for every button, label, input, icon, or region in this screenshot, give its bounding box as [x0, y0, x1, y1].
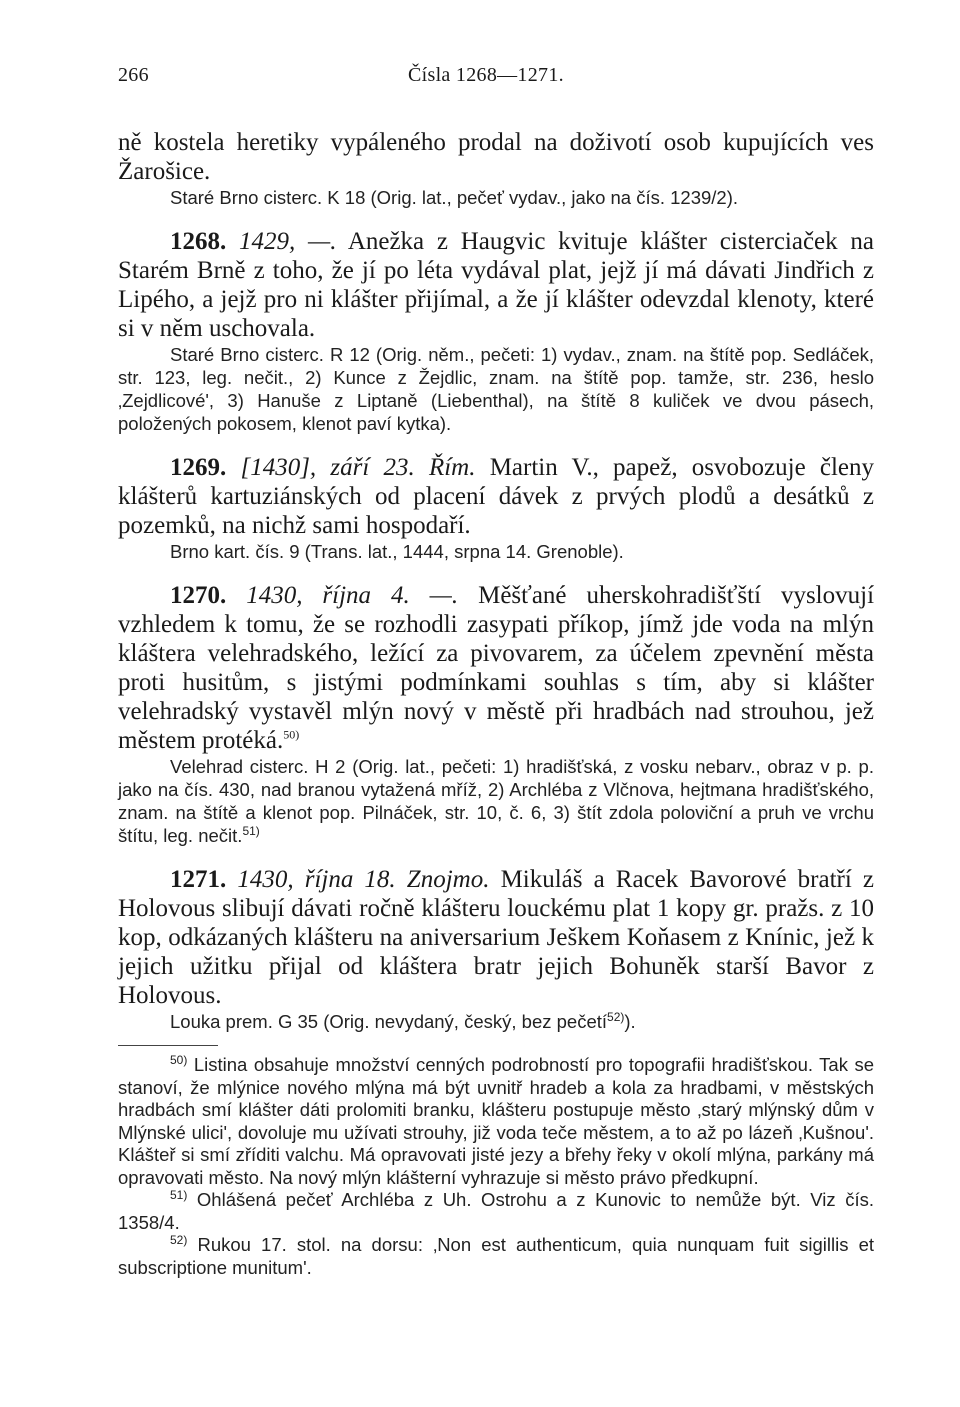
entry-1270 — [118, 581, 874, 847]
page-header — [118, 64, 874, 98]
entry-date: 1430, října 4. —. — [246, 582, 459, 609]
entry-source-text: Louka prem. G 35 (Orig. nevydaný, český, bez pečetí — [170, 1011, 608, 1032]
entry-source — [118, 755, 874, 847]
entry-number: 1268. — [170, 228, 227, 255]
entry-source: Brno kart. čís. 9 (Trans. lat., 1444, srpna 14. Grenoble). — [170, 541, 624, 562]
footnote-mark: 51) — [170, 1187, 188, 1202]
footnote-ref: 50) — [283, 727, 300, 742]
entry-number: 1269. — [170, 454, 227, 481]
footnotes — [118, 1054, 874, 1279]
footnote-ref: 51) — [242, 823, 260, 838]
main-text — [118, 128, 874, 1279]
entry-date: 1429, —. — [238, 228, 337, 255]
entry-1268 — [118, 227, 874, 435]
footnote-mark: 52) — [170, 1232, 188, 1247]
footnote-text: Ohlášená pečeť Archléba z Uh. Ostrohu a z Kunovic to nemůže být. Viz čís. 1358/4. — [118, 1189, 874, 1233]
running-head: Čísla 1268—1271. — [408, 64, 564, 86]
entry-number: 1270. — [170, 582, 227, 609]
footnote-divider — [118, 1045, 218, 1046]
entry-body: Mikuláš a Racek Bavorové bratří z Holovous slibují dávati ročně klášteru louckému plat 1 kopy gr. pražs. z 10 kop, odkázaných klášteru na aniversarium Ješkem Koňasem z Knínic, jež k jejich užitku přijal od kláštera bratr jejich Bohuněk starší Bavor z Holovous. — [118, 866, 875, 1009]
intro-continuation — [118, 128, 874, 209]
entry-text — [118, 581, 874, 755]
footnote-text: Rukou 17. stol. na dorsu: ‚Non est authenticum, quia nunquam fuit sigillis et subscriptione munitum'. — [118, 1234, 875, 1278]
entry-date: 1430, října 18. Znojmo. — [237, 866, 490, 893]
entry-text — [118, 453, 874, 540]
entry-text: ně kostela heretiky vypáleného prodal na doživotí osob kupujících ves Žarošice. — [118, 129, 874, 185]
entry-body: Měšťané uherskohradišťští vyslovují vzhledem k tomu, že se rozhodli zasypati příkop, jímž jde voda na mlýn kláštera velehradského, ležící za pivovarem, za účelem zpevnění města proti husitům, s jistými podmínkami souhlas s tím, aby si klášter velehradský vystavěl mlýn nový v městě při hradbách nad strouhou, jež městem protéká. — [118, 582, 875, 754]
footnote-mark: 50) — [170, 1052, 188, 1067]
page-number: 266 — [118, 64, 149, 86]
entry-source: Staré Brno cisterc. R 12 (Orig. něm., pečeti: 1) vydav., znam. na štítě pop. Sedláček, str. 123, leg. nečit., 2) Kunce z Žejdlic, znam. na štítě pop. tamže, str. 236, heslo ‚Zejdlicové', 3) Hanuše z Liptaně (Liebenthal), na štítě 8 kuliček ve dvou pásech, položených pokosem, klenot paví kytka). — [118, 344, 874, 434]
footnote-50 — [118, 1054, 874, 1189]
entry-date: [1430], září 23. Řím. — [240, 454, 476, 481]
entry-source-text: Velehrad cisterc. H 2 (Orig. lat., pečeti: 1) hradišťská, z vosku nebarv., obraz v p. p. jako na čís. 430, nad branou vytažená mříž, 2) Archléba z Vlčnova, hejtmana hradišťského, znam. na štítě a klenot pop. Pilnáček, str. 10, č. 6, 3) štít zdola poloviční a pruh ve vrchu štítu, leg. nečit. — [118, 756, 874, 846]
entry-text — [118, 865, 874, 1010]
footnote-52 — [118, 1234, 874, 1279]
entry-1269 — [118, 453, 874, 563]
entry-1271 — [118, 865, 874, 1033]
entry-text — [118, 227, 874, 343]
entry-number: 1271. — [170, 866, 227, 893]
entry-source: Staré Brno cisterc. K 18 (Orig. lat., pečeť vydav., jako na čís. 1239/2). — [170, 187, 739, 208]
entry-body: Anežka z Haugvic kvituje klášter cisterciaček na Starém Brně z toho, že jí po léta vydával plat, jejž jí má dávati Jindřich z Lipého, a jejž pro ni klášter přijímal, a že jí klášter odevzdal klenoty, které si v něm uschovala. — [118, 228, 874, 342]
footnote-51 — [118, 1189, 874, 1234]
footnote-ref: 52) — [607, 1009, 625, 1024]
entry-source — [118, 1010, 874, 1033]
footnote-text: Listina obsahuje množství cenných podrobností pro topografii hradišťskou. Tak se stanoví, že mlýnice nového mlýna má být uvnitř hradeb a kola za hradbami, v městských hradbách smí klášter dáti prolomiti branku, klášteru postupuje město ‚starý mlýnský dům v Mlýnské ulici', dovoluje mu užívati strouhy, již voda teče městem, a to až po lázeň ‚Kušnou'. Klášteř si smí zříditi valchu. Má opravovati jisté jezy a břehy řeky v okolí mlýna, parkány má opravovati město. Na nový mlýn klášterní vyhrazuje si město právo předkupní. — [118, 1054, 875, 1188]
entry-body: Martin V., papež, osvobozuje členy klášterů kartuziánských od placení dávek z prvých plodů a desátků z pozemků, na nichž sami hospodaří. — [118, 454, 875, 539]
entry-source-end: ). — [624, 1011, 636, 1032]
